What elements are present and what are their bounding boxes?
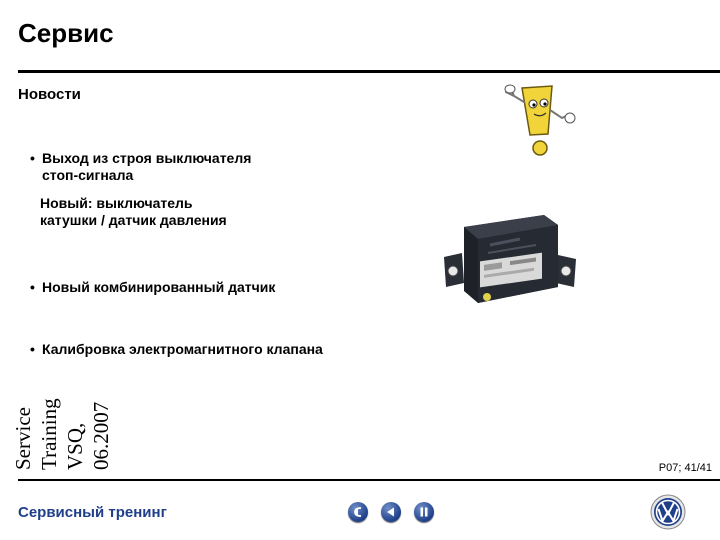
bullet-item-combined-sensor [30, 279, 275, 296]
pause-button[interactable] [414, 502, 434, 522]
footer-title: Сервисный тренинг [18, 504, 167, 521]
vw-logo-icon [650, 494, 686, 530]
note-text [40, 195, 227, 229]
side-label-line: 06.2007 [89, 401, 113, 470]
bullet-item-solenoid-calibration [30, 341, 323, 358]
exclamation-mascot-icon [500, 80, 580, 160]
note-line: Новый: выключатель [40, 195, 193, 211]
bullet-line: Калибровка электромагнитного клапана [42, 341, 323, 357]
pause-icon [414, 502, 434, 522]
back-to-start-button[interactable] [348, 502, 368, 522]
bullet-line: стоп-сигнала [42, 167, 134, 183]
previous-slide-icon [381, 502, 401, 522]
page-number: P07; 41/41 [658, 462, 712, 474]
bullet-line: Новый комбинированный датчик [42, 279, 276, 295]
slide-subtitle: Новости [18, 86, 81, 103]
bullet-item-brake-switch [30, 150, 251, 184]
back-to-start-icon [348, 502, 368, 522]
note-line: катушки / датчик давления [40, 212, 227, 228]
slide-title: Сервис [18, 18, 114, 48]
side-label-line: Training [37, 398, 61, 470]
bullet-dot: • [30, 279, 35, 295]
title-divider [18, 70, 720, 73]
bullet-line: Выход из строя выключателя [42, 150, 252, 166]
side-label-line: VSQ, [63, 422, 87, 470]
footer-divider [18, 479, 720, 481]
side-label-line: Service [11, 407, 35, 470]
bullet-dot: • [30, 341, 35, 357]
combined-sensor-image [440, 205, 580, 310]
side-label [10, 360, 120, 470]
bullet-dot: • [30, 150, 35, 166]
previous-slide-button[interactable] [381, 502, 401, 522]
